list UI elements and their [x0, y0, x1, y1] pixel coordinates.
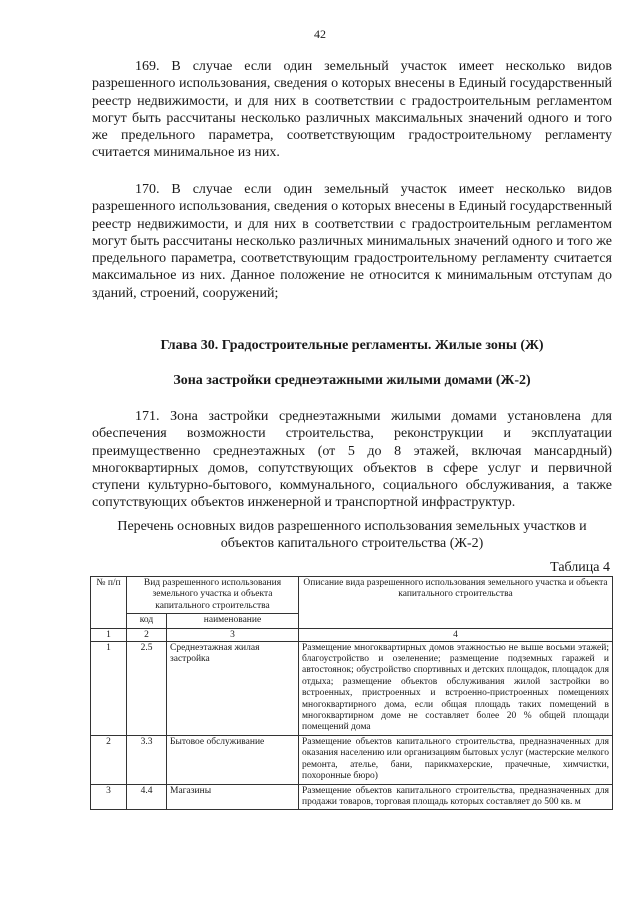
row-name: Бытовое обслуживание	[167, 735, 299, 784]
row-num: 2	[91, 735, 127, 784]
col-number-3: 3	[167, 628, 299, 641]
paragraph-170	[92, 181, 612, 302]
header-desc: Описание вида разрешенного использования земельного участка и объекта капитального строительства	[299, 577, 613, 629]
paragraph-171	[92, 408, 612, 512]
paragraph-171-text: 171. Зона застройки среднеэтажными жилыми домами установлена для обеспечения возможности строительства, реконструкции и эксплуатации преимущественно среднеэтажных (от 5 до 8 этажей, включая мансардный) многоквартирных домов, сопутствующих объектов в сфере услуг и первичной ступени культурно-бытового, коммунального, социального обслуживания, а также сопутствующих объектов инженерной и транспортной инфраструктур.	[92, 409, 612, 511]
row-code: 3.3	[127, 735, 167, 784]
header-code: код	[127, 614, 167, 628]
col-number-4: 4	[299, 628, 613, 641]
col-number-1: 1	[91, 628, 127, 641]
chapter-title: Глава 30. Градостроительные регламенты. Жилые зоны (Ж)	[160, 338, 544, 353]
row-code: 2.5	[127, 641, 167, 735]
paragraph-169	[92, 58, 612, 162]
list-title: Перечень основных видов разрешенного использования земельных участков и объектов капитального строительства (Ж-2)	[117, 519, 587, 552]
col-number-2: 2	[127, 628, 167, 641]
header-num: № п/п	[91, 577, 127, 629]
table-column-numbers-row	[91, 628, 613, 641]
table-row	[91, 641, 613, 735]
table-row	[91, 784, 613, 810]
header-name: наименование	[167, 614, 299, 628]
regulations-table	[90, 576, 613, 810]
row-num: 1	[91, 641, 127, 735]
header-kind: Вид разрешенного использования земельного участка и объекта капитального строительства	[127, 577, 299, 614]
table-row	[91, 735, 613, 784]
page-number: 42	[314, 27, 326, 41]
zone-title: Зона застройки среднеэтажными жилыми домами (Ж-2)	[173, 373, 531, 388]
row-name: Среднеэтажная жилая застройка	[167, 641, 299, 735]
table-header-row	[91, 577, 613, 614]
row-code: 4.4	[127, 784, 167, 810]
row-desc: Размещение многоквартирных домов этажностью не выше восьми этажей; благоустройство и озеленение; размещение подземных гаражей и автостоянок; обустройство спортивных и детских площадок, площадок для отдыха; размещение объектов обслуживания жилой застройки во встроенных, пристроенных и встроенно-пристроенных помещениях многоквартирного дома, если общая площадь таких помещений в многоквартирном доме не составляет более 20 % общей площади помещений дома	[299, 641, 613, 735]
table-label: Таблица 4	[550, 560, 610, 575]
row-name: Магазины	[167, 784, 299, 810]
row-num: 3	[91, 784, 127, 810]
paragraph-170-text: 170. В случае если один земельный участок имеет несколько видов разрешенного использования, сведения о которых внесены в Единый государственный реестр недвижимости, и для них в соответствии с градостроительным регламентом могут быть рассчитаны несколько различных минимальных значений одного и того же предельного параметра, соответствующим градостроительному регламенту считается максимальное из них. Данное положение не относится к минимальным отступам до зданий, строений, сооружений;	[92, 182, 612, 301]
row-desc: Размещение объектов капитального строительства, предназначенных для продажи товаров, торговая площадь которых составляет до 500 кв. м	[299, 784, 613, 810]
paragraph-169-text: 169. В случае если один земельный участок имеет несколько видов разрешенного использования, сведения о которых внесены в Единый государственный реестр недвижимости, и для них в соответствии с градостроительным регламентом могут быть рассчитаны несколько различных максимальных значений одного и того же предельного параметра, соответствующим градостроительному регламенту считается минимальное из них.	[92, 59, 612, 161]
row-desc: Размещение объектов капитального строительства, предназначенных для оказания населению или организациям бытовых услуг (мастерские мелкого ремонта, ателье, бани, парикмахерские, прачечные, химчистки, похоронные бюро)	[299, 735, 613, 784]
